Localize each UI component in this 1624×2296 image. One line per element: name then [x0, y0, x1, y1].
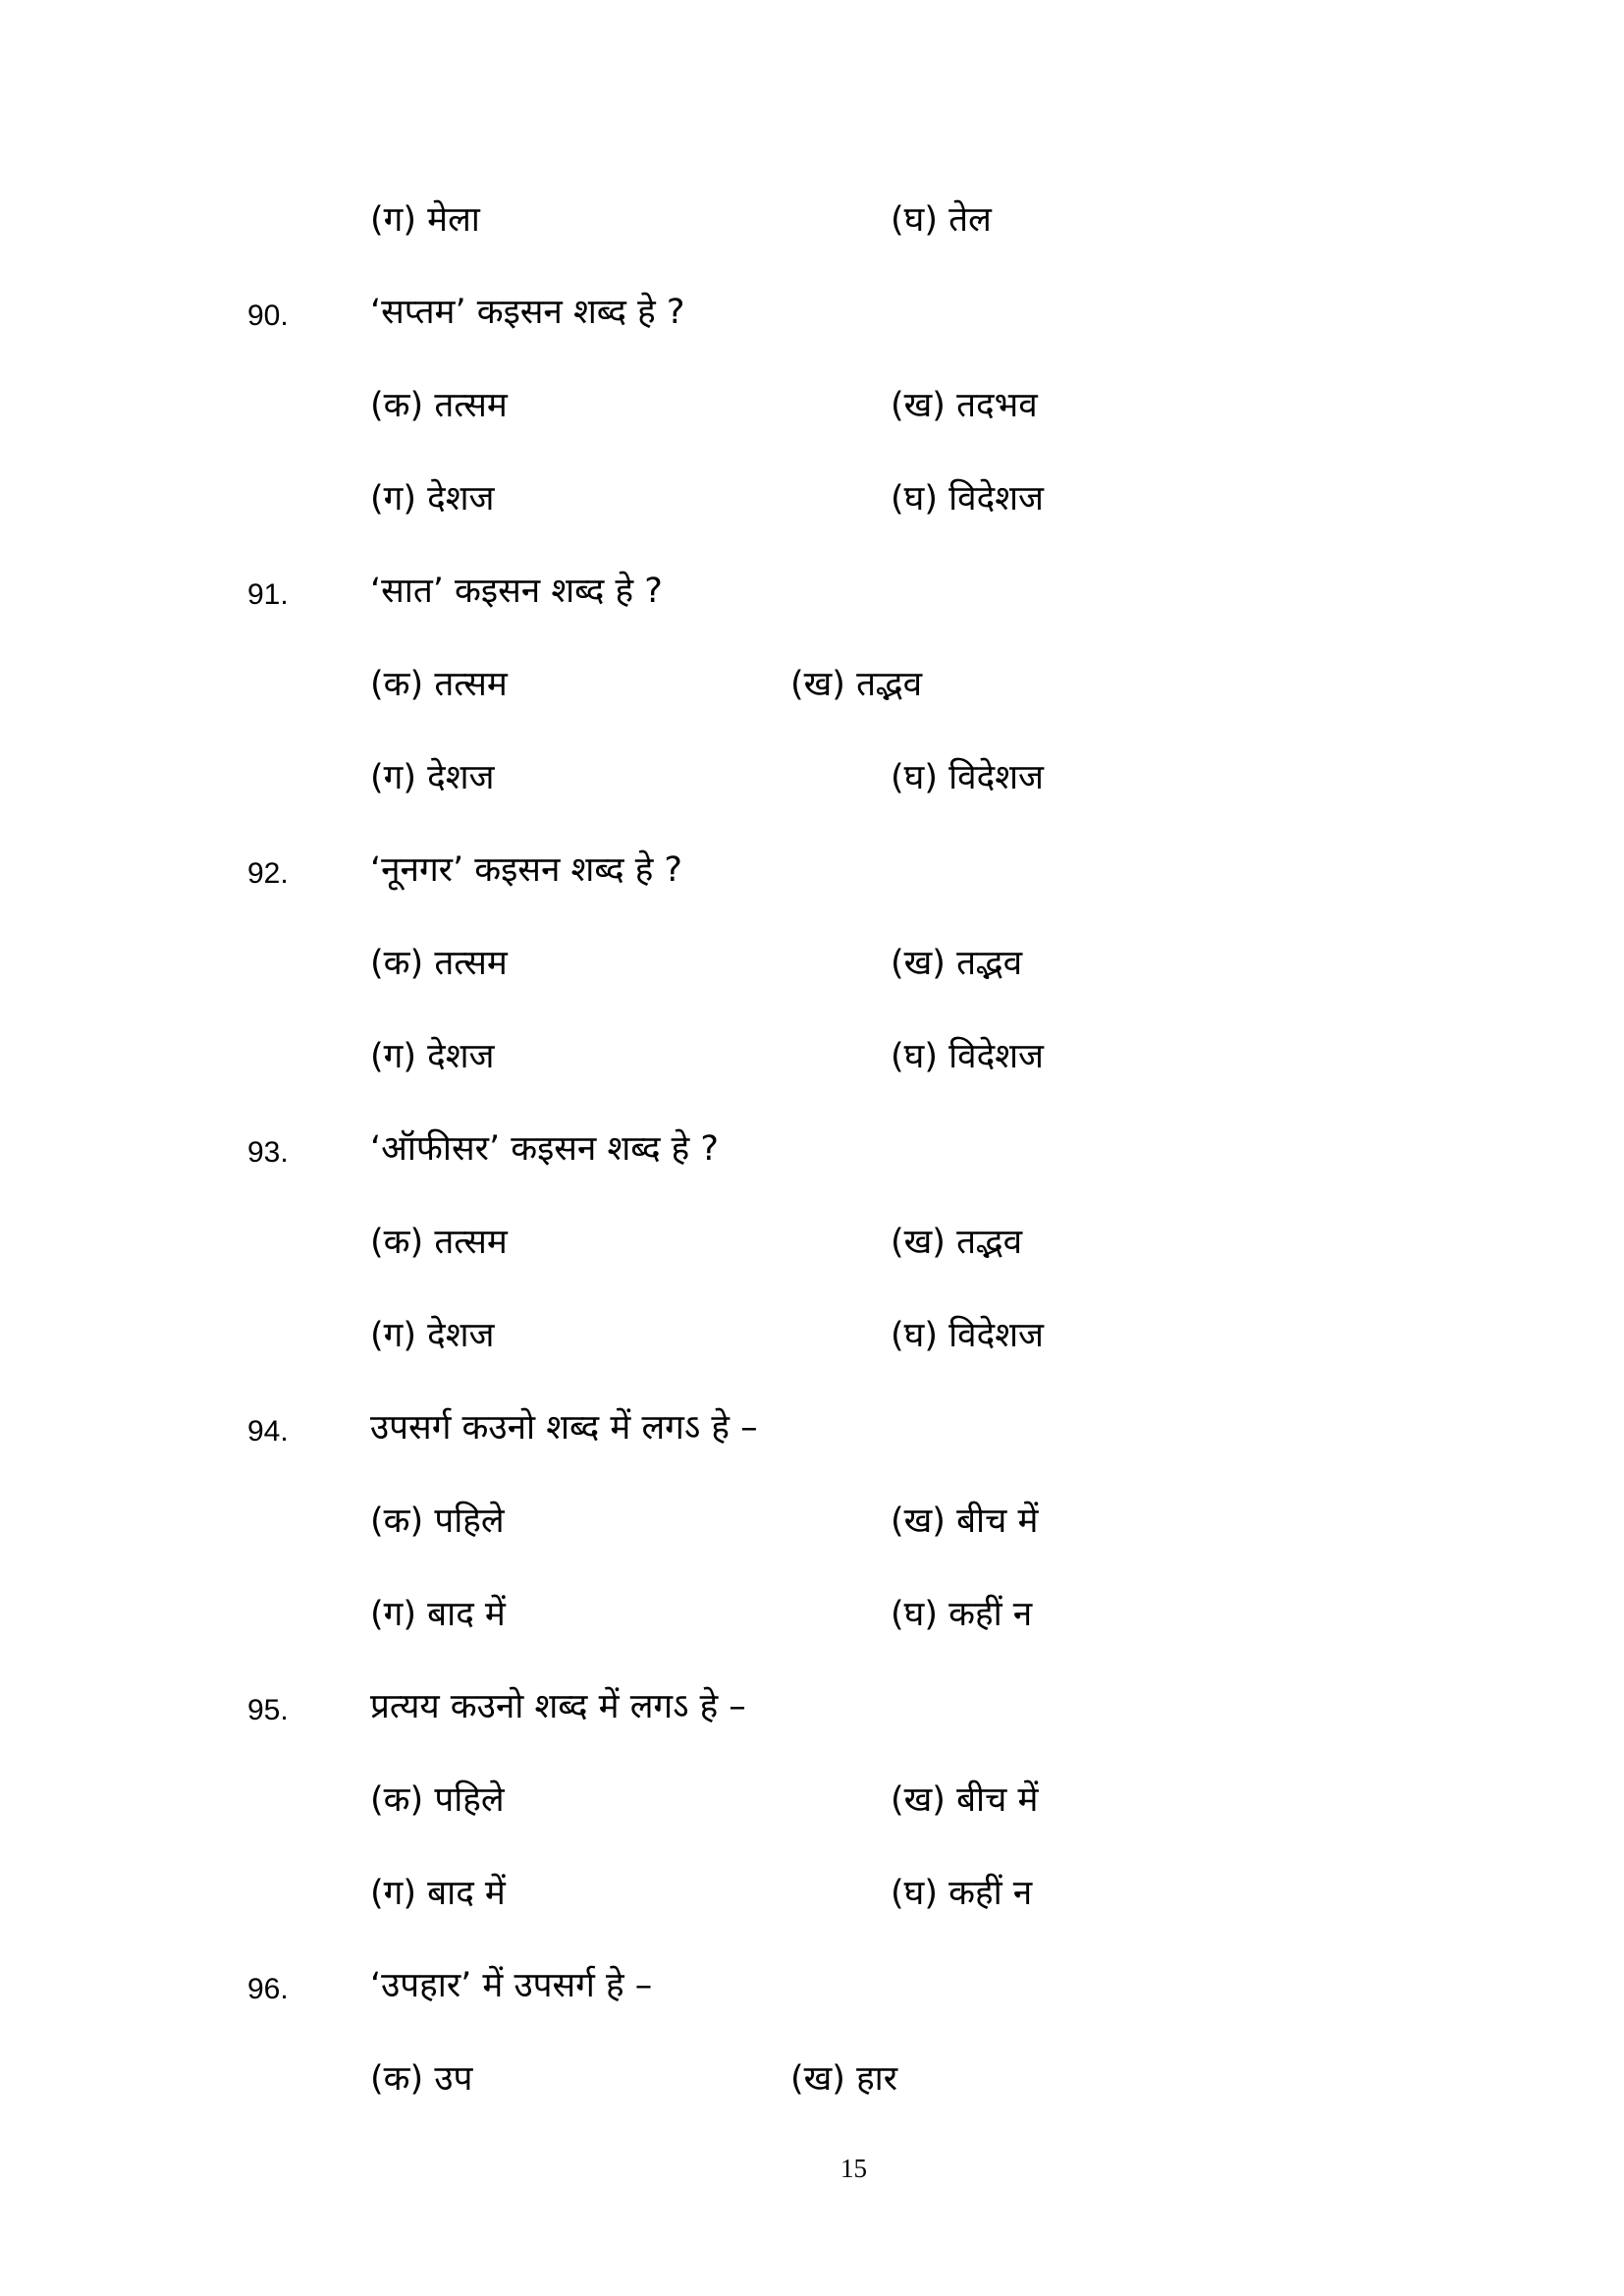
question-number: 94.: [247, 1415, 289, 1448]
option-ga: (ग) मेला: [370, 200, 480, 240]
question-text: ‘सप्तम’ कइसन शब्द हे ?: [370, 293, 685, 332]
option-gha: (घ) विदेशज: [891, 1316, 1045, 1355]
option-ga: (ग) देशज: [370, 1037, 495, 1076]
option-ka: (क) पहिले: [370, 1780, 505, 1820]
option-ga: (ग) बाद में: [370, 1595, 506, 1634]
option-gha: (घ) तेल: [891, 200, 992, 240]
question-text: प्रत्यय कउनो शब्द में लगऽ हे –: [370, 1687, 746, 1726]
option-kha: (ख) हार: [790, 2059, 898, 2099]
question-number: 90.: [247, 300, 289, 332]
question-number: 96.: [247, 1973, 289, 2005]
page-number: 15: [840, 2154, 867, 2183]
question-number: 91.: [247, 578, 289, 611]
option-ka: (क) पहिले: [370, 1502, 505, 1541]
question-text: ‘ऑफीसर’ कइसन शब्द हे ?: [370, 1129, 719, 1169]
option-kha: (ख) तद्भव: [891, 1223, 1023, 1262]
option-gha: (घ) कहीं न: [891, 1595, 1033, 1634]
option-ka: (क) तत्सम: [370, 944, 508, 983]
question-text: ‘नूनगर’ कइसन शब्द हे ?: [370, 850, 682, 890]
option-kha: (ख) तद्भव: [891, 944, 1023, 983]
question-number: 95.: [247, 1694, 289, 1726]
option-kha: (ख) बीच में: [891, 1502, 1039, 1541]
option-gha: (घ) विदेशज: [891, 479, 1045, 519]
option-gha: (घ) कहीं न: [891, 1874, 1033, 1913]
question-text: ‘उपहार’ में उपसर्ग हे –: [370, 1966, 653, 2005]
option-ka: (क) उप: [370, 2059, 473, 2099]
option-ga: (ग) देशज: [370, 758, 495, 797]
question-number: 92.: [247, 857, 289, 890]
option-ka: (क) तत्सम: [370, 665, 508, 704]
question-number: 93.: [247, 1136, 289, 1169]
option-gha: (घ) विदेशज: [891, 1037, 1045, 1076]
option-ga: (ग) बाद में: [370, 1874, 506, 1913]
option-kha: (ख) तदभव: [891, 386, 1038, 425]
option-ka: (क) तत्सम: [370, 1223, 508, 1262]
option-ga: (ग) देशज: [370, 479, 495, 519]
option-ga: (ग) देशज: [370, 1316, 495, 1355]
question-text: ‘सात’ कइसन शब्द हे ?: [370, 572, 663, 611]
option-gha: (घ) विदेशज: [891, 758, 1045, 797]
option-kha: (ख) तद्भव: [790, 665, 923, 704]
option-ka: (क) तत्सम: [370, 386, 508, 425]
question-text: उपसर्ग कउनो शब्द में लगऽ हे –: [370, 1408, 758, 1448]
option-kha: (ख) बीच में: [891, 1780, 1039, 1820]
